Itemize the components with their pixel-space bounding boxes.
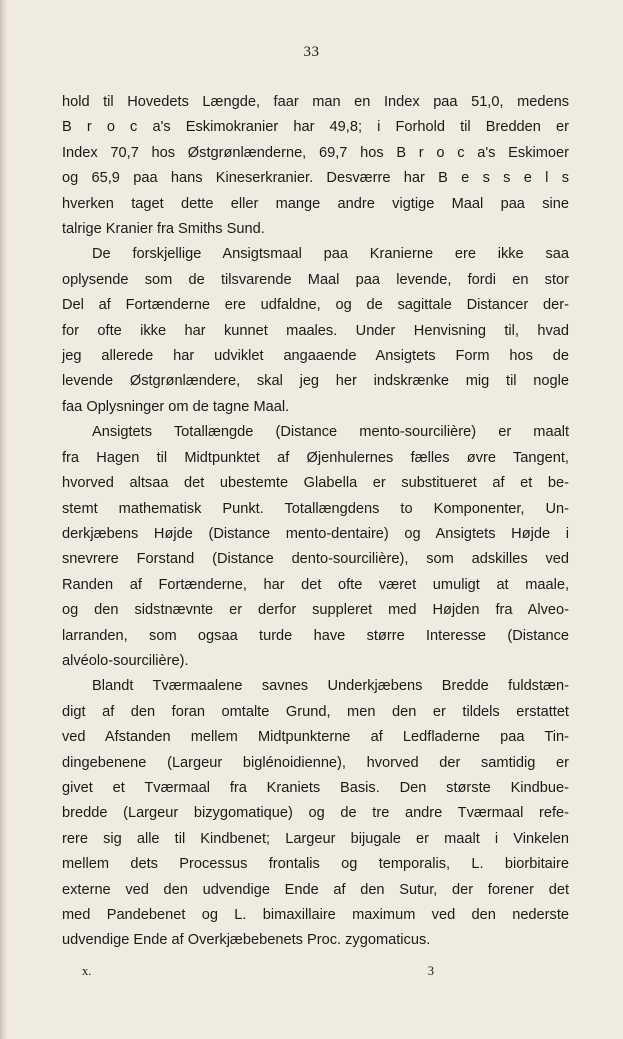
text-line: fra Hagen til Midtpunktet af Øjenhulernes fælles øvre Tangent, [62, 449, 569, 466]
text-line: talrige Kranier fra Smiths Sund. [62, 221, 265, 238]
text-line: hold til Hovedets Længde, faar man en Index paa 51,0, medens [62, 94, 569, 110]
body-text [62, 90, 569, 954]
text-line: derkjæbens Højde (Distance mento-dentaire) og Ansigtets Højde i [62, 525, 569, 542]
text-line: med Pandebenet og L. bimaxillaire maximum ved den nederste [62, 907, 569, 923]
text-line: og 65,9 paa hans Kineserkranier. Desværre har B e s s e l s [62, 170, 569, 187]
page-number: 33 [303, 44, 320, 60]
text-line: B r o c a's Eskimokranier har 49,8; i Forhold til Bredden er [62, 119, 569, 136]
text-line: Index 70,7 hos Østgrønlænderne, 69,7 hos B r o c a's Eskimoer [62, 144, 569, 161]
text-line: snevrere Forstand (Distance dento-sourcilière), som adskilles ved [62, 551, 569, 568]
text-line: givet et Tværmaal fra Kraniets Basis. Den største Kindbue- [62, 779, 569, 796]
text-line: og den sidstnævnte er derfor suppleret med Højden fra Alveo- [62, 602, 569, 619]
text-line: Blandt Tværmaalene savnes Underkjæbens Bredde fuldstæn- [92, 678, 569, 695]
text-line: digt af den foran omtalte Grund, men den er tildels erstattet [62, 703, 569, 720]
text-line: ved Afstanden mellem Midtpunkterne af Ledfladerne paa Tin- [62, 729, 569, 746]
text-line: alvéolo-sourcilière). [62, 652, 189, 669]
text-line: udvendige Ende af Overkjæbebenets Proc. zygomaticus. [62, 932, 431, 949]
text-line: externe ved den udvendige Ende af den Sutur, der forener det [62, 881, 569, 898]
text-line: De forskjellige Ansigtsmaal paa Kranierne ere ikke saa [92, 246, 569, 263]
text-line: bredde (Largeur bizygomatique) og de tre andre Tværmaal refe- [62, 805, 569, 822]
text-line: dingebenene (Largeur biglénoidienne), hvorved der samtidig er [62, 754, 569, 771]
signature-mark: x. [82, 964, 92, 978]
text-line: larranden, som ogsaa turde have større Interesse (Distance [62, 627, 569, 644]
text-line: levende Østgrønlændere, skal jeg her indskrænke mig til nogle [62, 373, 569, 390]
text-line: hverken taget dette eller mange andre vigtige Maal paa sine [62, 195, 569, 212]
text-line: Del af Fortænderne ere udfaldne, og de sagittale Distancer der- [62, 297, 569, 314]
text-line: oplysende som de tilsvarende Maal paa levende, fordi en stor [62, 271, 569, 288]
text-line: Randen af Fortænderne, har det ofte været umuligt at maale, [62, 576, 569, 593]
page-edge-shadow [0, 0, 6, 1039]
text-line: stemt mathematisk Punkt. Totallængdens to Komponenter, Un- [62, 500, 569, 517]
text-line: hvorved altsaa det ubestemte Glabella er substitueret af et be- [62, 475, 569, 492]
text-line: Ansigtets Totallængde (Distance mento-sourcilière) er maalt [92, 424, 569, 441]
text-line: for ofte ikke har kunnet maales. Under Henvisning til, hvad [62, 322, 569, 339]
text-line: faa Oplysninger om de tagne Maal. [62, 398, 290, 415]
text-line: rere sig alle til Kindbenet; Largeur bijugale er maalt i Vinkelen [62, 830, 569, 847]
sheet-number: 3 [427, 964, 434, 978]
text-line: mellem dets Processus frontalis og temporalis, L. biorbitaire [62, 856, 569, 873]
text-line: jeg allerede har udviklet angaaende Ansigtets Form hos de [62, 348, 569, 365]
